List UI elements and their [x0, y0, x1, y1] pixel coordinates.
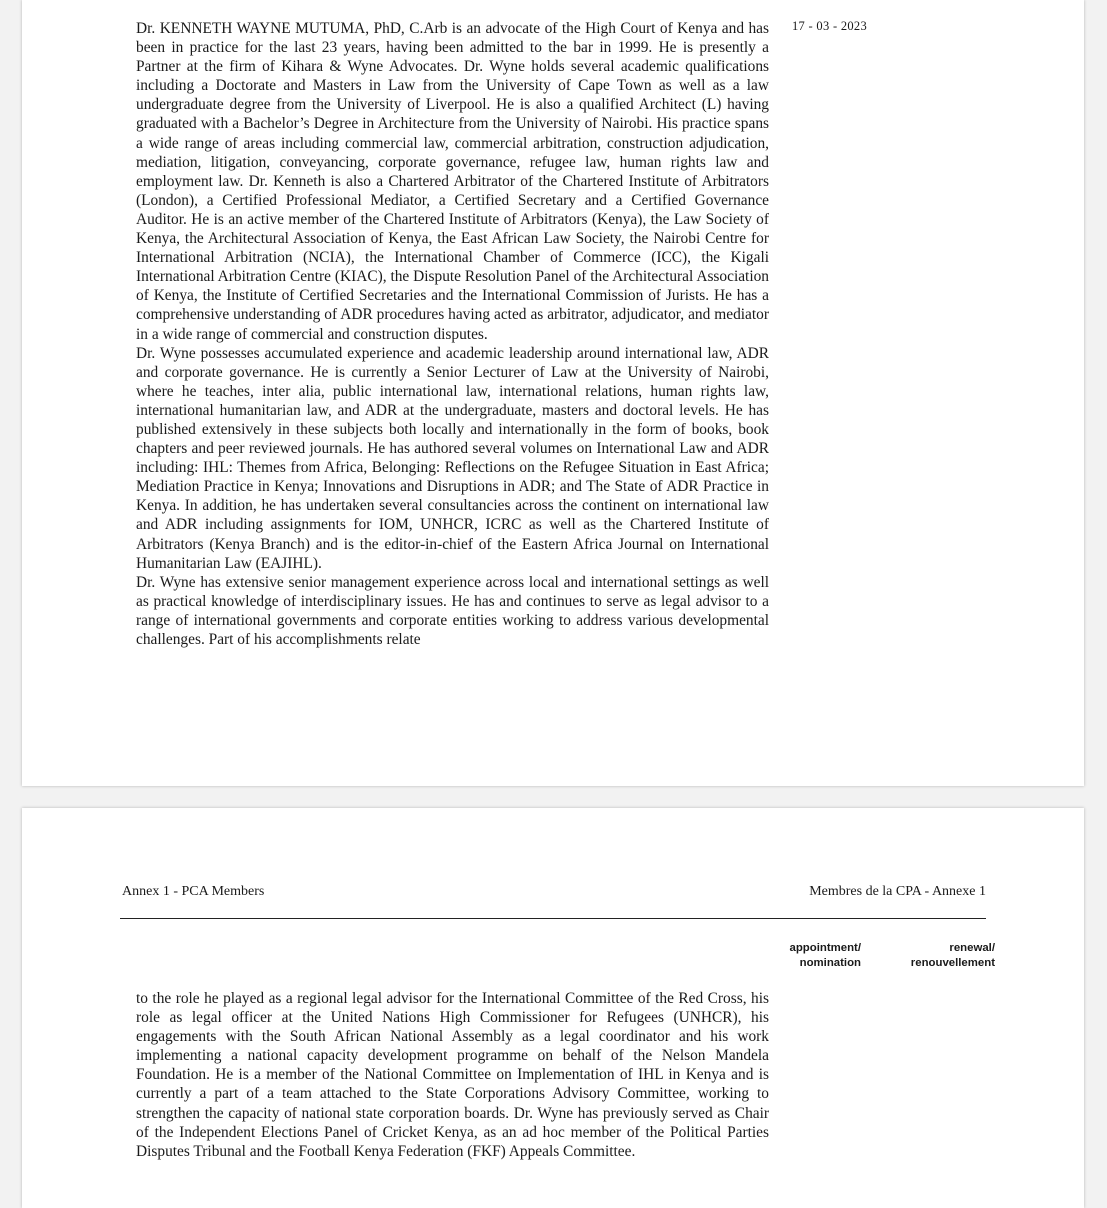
column-header-renewal	[911, 941, 995, 971]
bio-paragraph-continued: to the role he played as a regional legal advisor for the International Committee of the Red Cross, his role as legal officer at the United Nations High Commissioner for Refugees (UNHCR), his engagements with the South African National Assembly as a legal coordinator and his work implementing a national capacity development programme on behalf of the Nelson Mandela Foundation. He is a member of the National Committee on Implementation of IHL in Kenya and is currently a part of a team attached to the State Corporations Advisory Committee, working to strengthen the capacity of national state corporation boards. Dr. Wyne has previously served as Chair of the Independent Elections Panel of Cricket Kenya, as an ad hoc member of the Political Parties Disputes Tribunal and the Football Kenya Federation (FKF) Appeals Committee.	[136, 990, 769, 1160]
column-header-appointment-line-2: nomination	[799, 957, 861, 969]
document-page-2	[22, 808, 1084, 1208]
document-page-1	[22, 0, 1084, 786]
column-header-appointment-line-1: appointment/	[789, 942, 861, 954]
bio-text-page-2	[136, 989, 769, 1161]
bio-paragraph-2: Dr. Wyne possesses accumulated experience and academic leadership around international law, ADR and corporate governance. He is currently a Senior Lecturer of Law at the University of Nairobi, where he teaches, inter alia, public international law, international relations, human rights law, international humanitarian law, and ADR at the undergraduate, masters and doctoral levels. He has published extensively in these subjects both locally and internationally in the form of books, book chapters and peer reviewed journals. He has authored several volumes on International Law and ADR including: IHL: Themes from Africa, Belonging: Reflections on the Refugee Situation in East Africa; Mediation Practice in Kenya; Innovations and Disruptions in ADR; and The State of ADR Practice in Kenya. In addition, he has undertaken several consultancies across the continent on international law and ADR including assignments for IOM, UNHCR, ICRC as well as the Chartered Institute of Arbitrators (Kenya Branch) and is the editor-in-chief of the Eastern Africa Journal on International Humanitarian Law (EAJIHL).	[136, 344, 769, 572]
header-divider	[120, 918, 986, 919]
column-header-renewal-line-1: renewal/	[949, 942, 995, 954]
bio-text-page-1	[136, 19, 769, 649]
column-header-renewal-line-2: renouvellement	[910, 957, 995, 969]
running-header-right: Membres de la CPA - Annexe 1	[809, 884, 986, 899]
column-header-appointment	[789, 941, 861, 971]
running-header-left: Annex 1 - PCA Members	[122, 884, 265, 899]
bio-paragraph-1: Dr. KENNETH WAYNE MUTUMA, PhD, C.Arb is an advocate of the High Court of Kenya and has been in practice for the last 23 years, having been admitted to the bar in 1999. He is presently a Partner at the firm of Kihara & Wyne Advocates. Dr. Wyne holds several academic qualifications including a Doctorate and Masters in Law from the University of Cape Town as well as a law undergraduate degree from the University of Liverpool. He is also a qualified Architect (L) having graduated with a Bachelor’s Degree in Architecture from the University of Nairobi. His practice spans a wide range of areas including commercial law, commercial arbitration, construction adjudication, mediation, litigation, conveyancing, corporate governance, refugee law, human rights law and employment law. Dr. Kenneth is also a Chartered Arbitrator of the Chartered Institute of Arbitrators (London), a Certified Professional Mediator, a Certified Secretary and a Certified Governance Auditor. He is an active member of the Chartered Institute of Arbitrators (Kenya), the Law Society of Kenya, the Architectural Association of Kenya, the East African Law Society, the Nairobi Centre for International Arbitration (NCIA), the International Chamber of Commerce (ICC), the Kigali International Arbitration Centre (KIAC), the Dispute Resolution Panel of the Architectural Association of Kenya, the Institute of Certified Secretaries and the International Commission of Jurists. He has a comprehensive understanding of ADR procedures having acted as arbitrator, adjudicator, and mediator in a wide range of commercial and construction disputes.	[136, 20, 769, 343]
bio-paragraph-3: Dr. Wyne has extensive senior management experience across local and international settings as well as practical knowledge of interdisciplinary issues. He has and continues to serve as legal advisor to a range of international governments and corporate entities working to address various developmental challenges. Part of his accomplishments relate	[136, 573, 769, 648]
document-date: 17 - 03 - 2023	[792, 19, 868, 33]
